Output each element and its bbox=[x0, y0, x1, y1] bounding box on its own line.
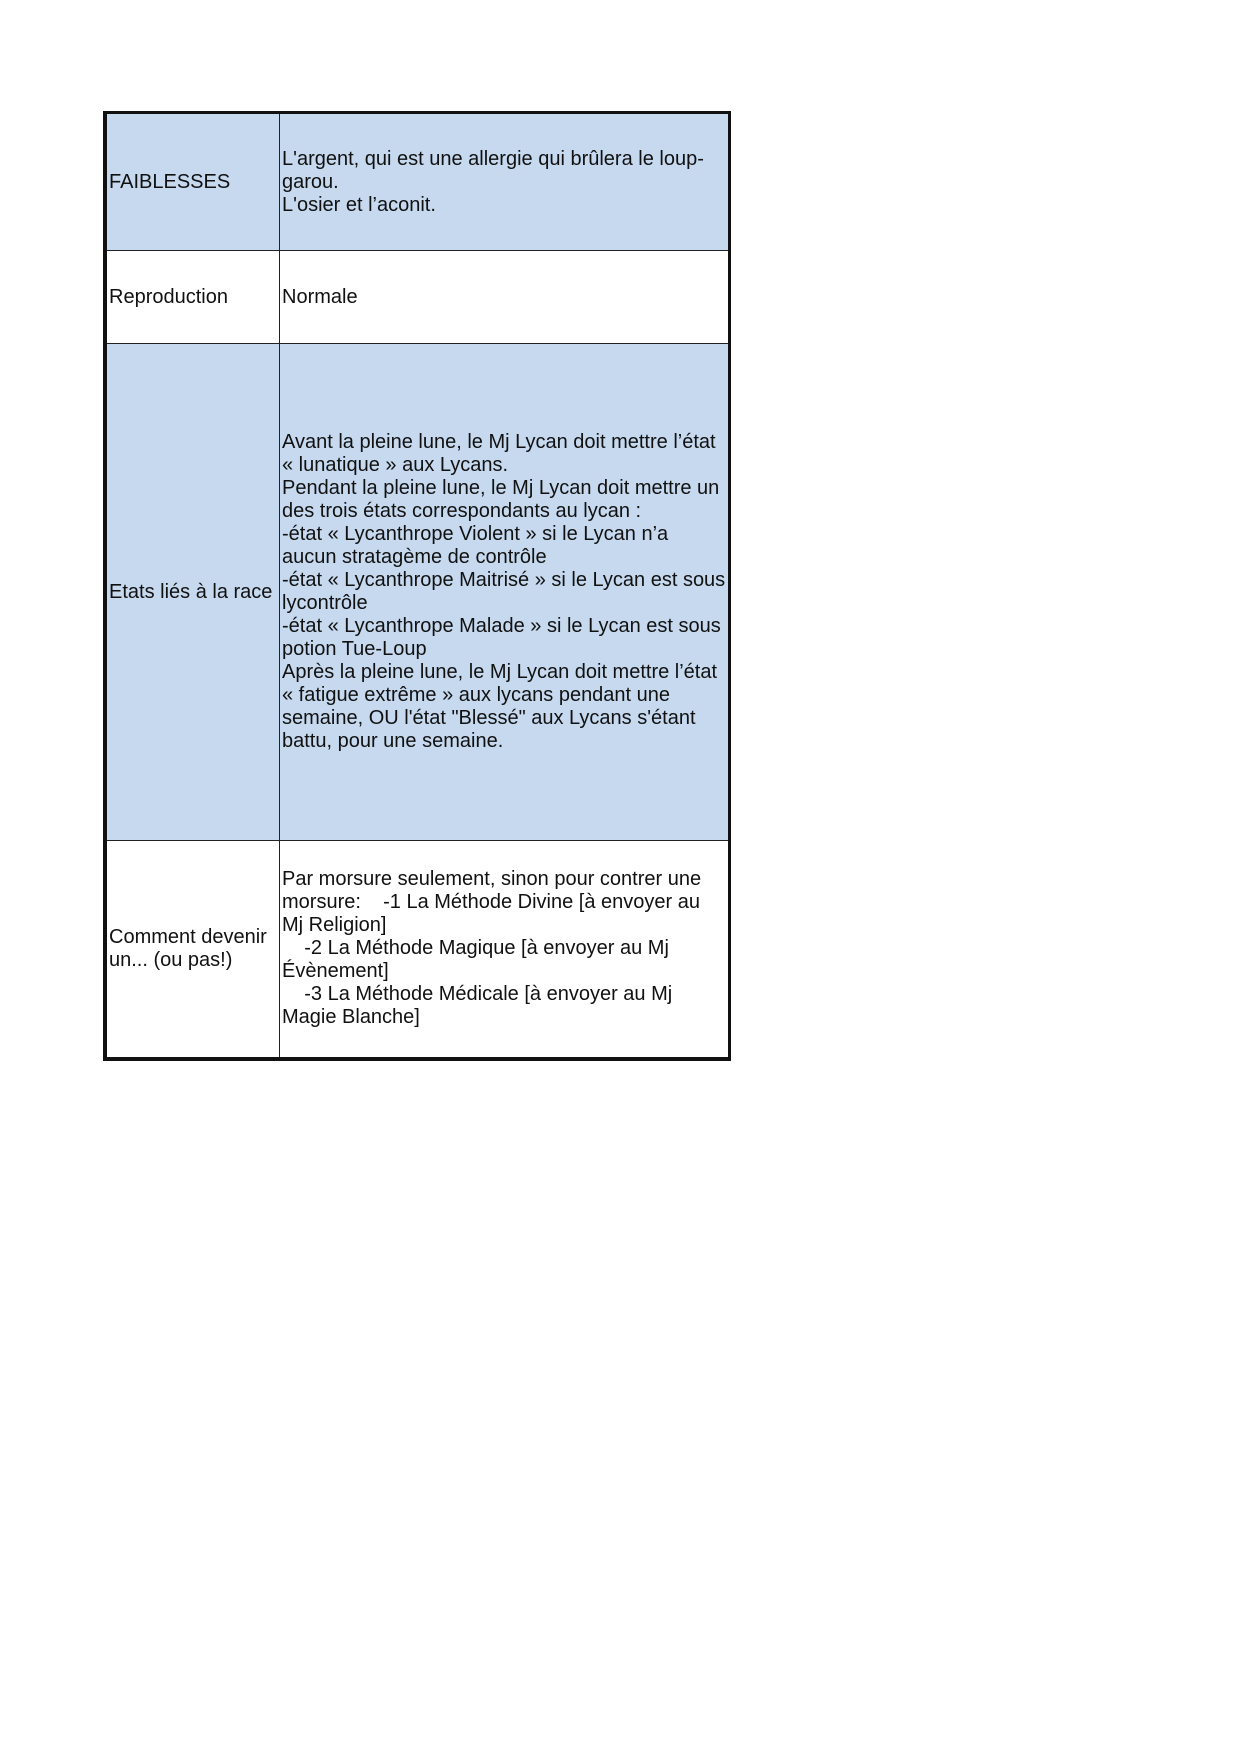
table-row-etats bbox=[105, 344, 730, 841]
row-value: Par morsure seulement, sinon pour contrer une morsure: -1 La Méthode Divine [à envoyer au Mj Religion] -2 La Méthode Magique [à envoyer au Mj Évènement] -3 La Méthode Médicale [à envoyer au Mj Magie Blanche] bbox=[280, 841, 730, 1059]
row-value: Normale bbox=[280, 251, 730, 344]
table-row-reproduction bbox=[105, 251, 730, 344]
row-label: FAIBLESSES bbox=[105, 113, 280, 251]
race-info-table bbox=[103, 111, 731, 1061]
row-value: L'argent, qui est une allergie qui brûlera le loup-garou. L'osier et l’aconit. bbox=[280, 113, 730, 251]
row-label: Comment devenir un... (ou pas!) bbox=[105, 841, 280, 1059]
row-value: Avant la pleine lune, le Mj Lycan doit mettre l’état « lunatique » aux Lycans. Pendant la pleine lune, le Mj Lycan doit mettre un des trois états correspondants au lycan : -état « Lycanthrope Violent » si le Lycan n’a aucun stratagème de contrôle -état « Lycanthrope Maitrisé » si le Lycan est sous lycontrôle -état « Lycanthrope Malade » si le Lycan est sous potion Tue-Loup Après la pleine lune, le Mj Lycan doit mettre l’état « fatigue extrême » aux lycans pendant une semaine, OU l'état "Blessé" aux Lycans s'étant battu, pour une semaine. bbox=[280, 344, 730, 841]
row-label: Etats liés à la race bbox=[105, 344, 280, 841]
row-label: Reproduction bbox=[105, 251, 280, 344]
table-row-faiblesses bbox=[105, 113, 730, 251]
table-row-comment-devenir bbox=[105, 841, 730, 1059]
